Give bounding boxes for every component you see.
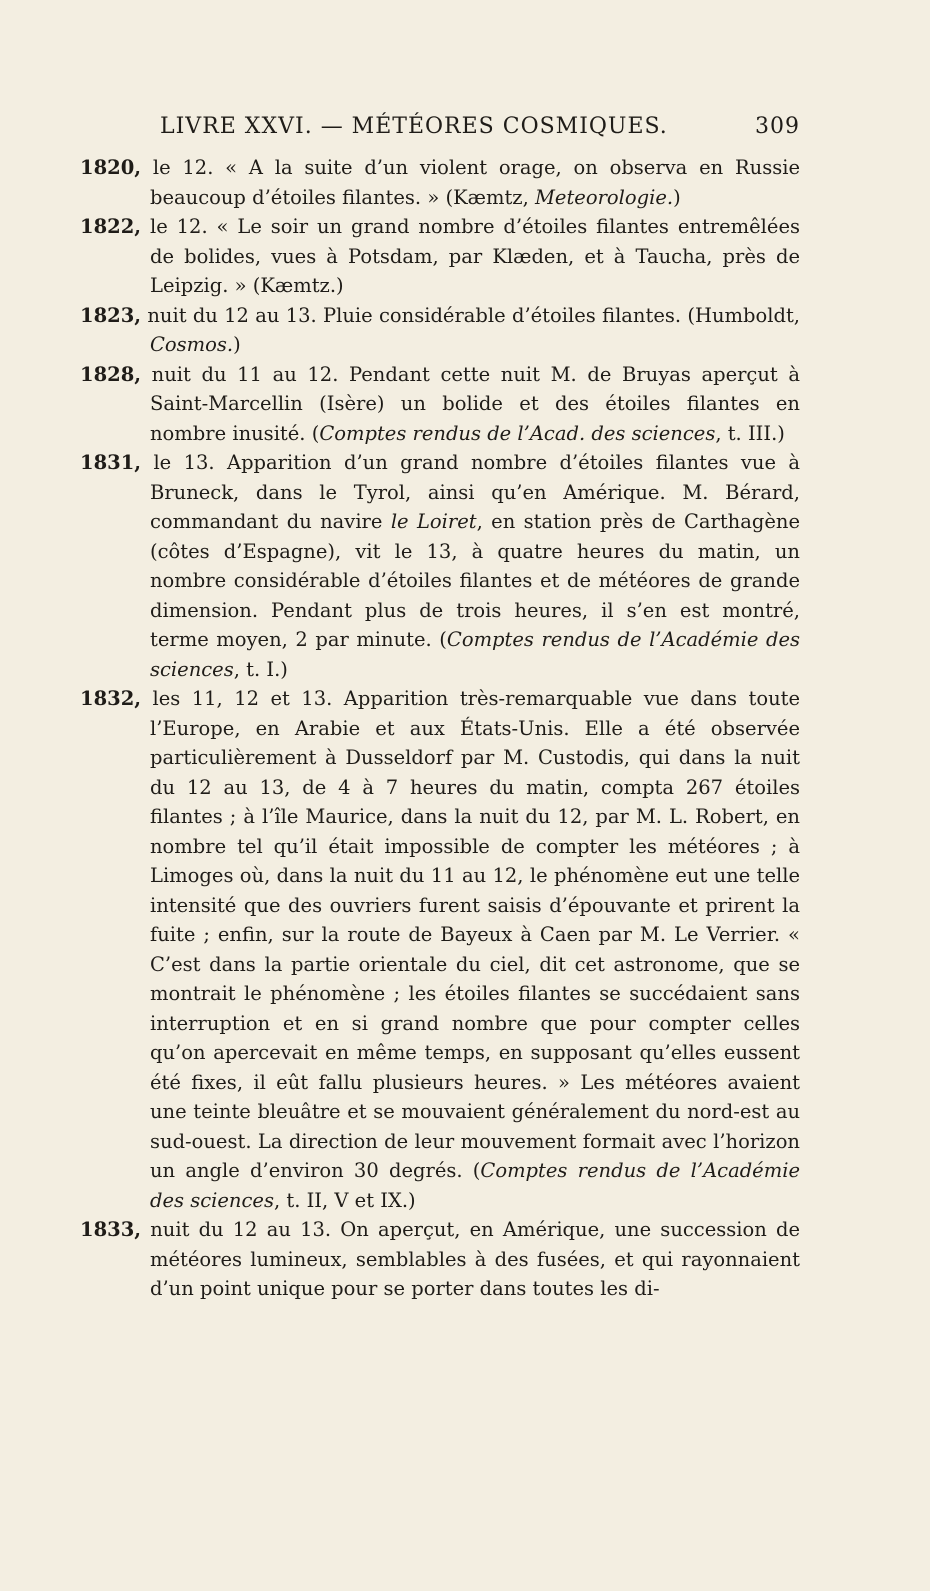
entry-text: nuit du 12 au 13. On aperçut, en Amérique, une succession de météores lumineux, semblables à des fusées, et qui rayonnaient d’un point unique pour se porter dans toutes les di- — [141, 1218, 800, 1300]
entry-1832 — [80, 684, 800, 1215]
entry-text: , en station près de Carthagène (côtes d’Espagne), vit le 13, à quatre heures du matin, un nombre considérable d’étoiles filantes et de météores de grande dimension. Pendant plus de trois heures, il s’en est montré, terme moyen, 2 par minute. ( — [150, 510, 800, 651]
citation-title: Comptes rendus de l’Académie des sciences — [150, 1159, 800, 1212]
entry-text: le 13. Apparition d’un grand nombre d’étoiles filantes vue à Bruneck, dans le Tyrol, ainsi qu’en Amérique. M. Bérard, commandant du navire — [141, 451, 800, 533]
entry-1820 — [80, 153, 800, 212]
entry-text: , t. II, V et IX.) — [273, 1188, 416, 1212]
entry-text: ) — [233, 333, 241, 356]
running-header — [160, 114, 800, 144]
entry-text: nuit du 11 au 12. Pendant cette nuit M. de Bruyas aperçut à Saint-Marcellin (Isère) un bolide et des étoiles filantes en nombre inusité. ( — [141, 362, 800, 445]
citation-title: Cosmos. — [150, 333, 234, 356]
citation-title: Comptes rendus de l’Acad. des sciences — [319, 421, 716, 445]
citation-title: Comptes rendus de l’Académie des sciences — [150, 628, 801, 681]
entry-text: le 12. « Le soir un grand nombre d’étoiles filantes entremêlées de bolides, vues à Potsdam, par Klæden, et à Taucha, près de Leipzig. » (Kæmtz.) — [141, 215, 800, 297]
entry-year: 1822, — [80, 215, 142, 238]
entry-text: ) — [673, 185, 681, 209]
entry-text: le 12. « A la suite d’un violent orage, on observa en Russie beaucoup d’étoiles filantes. » (Kæmtz, — [141, 156, 800, 209]
page-number: 309 — [755, 114, 800, 139]
entry-text: , t. III.) — [715, 421, 785, 445]
entry-1833 — [80, 1215, 800, 1304]
entry-year: 1823, — [80, 303, 142, 327]
entry-year: 1832, — [80, 687, 142, 710]
entry-text: , t. I.) — [233, 657, 288, 681]
entry-year: 1833, — [80, 1218, 142, 1241]
entry-year: 1828, — [80, 362, 142, 386]
ship-name: le Loiret — [390, 510, 477, 533]
entry-year: 1820, — [80, 156, 142, 179]
page-body — [80, 153, 800, 1304]
entry-1828 — [80, 360, 800, 449]
header-title: LIVRE XXVI. — MÉTÉORES COSMIQUES. — [160, 114, 668, 139]
citation-title: Meteorologie. — [534, 185, 674, 209]
entry-1823 — [80, 301, 800, 360]
entry-text: les 11, 12 et 13. Apparition très-remarquable vue dans toute l’Europe, en Arabie et aux États-Unis. Elle a été observée particulièrement à Dusseldorf par M. Custodis, qui dans la nuit du 12 au 13, de 4 à 7 heures du matin, compta 267 étoiles filantes ; à l’île Maurice, dans la nuit du 12, par M. L. Robert, en nombre tel qu’il était impossible de compter les météores ; à Limoges où, dans la nuit du 11 au 12, le phénomène eut une telle intensité que des ouvriers furent saisis d’épouvante et prirent la fuite ; enfin, sur la route de Bayeux à Caen par M. Le Verrier. « C’est dans la partie orientale du ciel, dit cet astronome, que se montrait le phénomène ; les étoiles filantes se succédaient sans interruption et en si grand nombre que pour compter celles qu’on apercevait en même temps, en supposant qu’elles eussent été fixes, il eût fallu plusieurs heures. » Les météores avaient une teinte bleuâtre et se mouvaient généralement du nord-est au sud-ouest. La direction de leur mouvement formait avec l’horizon un angle d’environ 30 degrés. ( — [141, 687, 800, 1182]
entry-1831 — [80, 448, 800, 684]
entry-1822 — [80, 212, 800, 301]
entry-year: 1831, — [80, 451, 142, 474]
entry-text: nuit du 12 au 13. Pluie considérable d’étoiles filantes. (Humboldt, — [141, 303, 800, 327]
